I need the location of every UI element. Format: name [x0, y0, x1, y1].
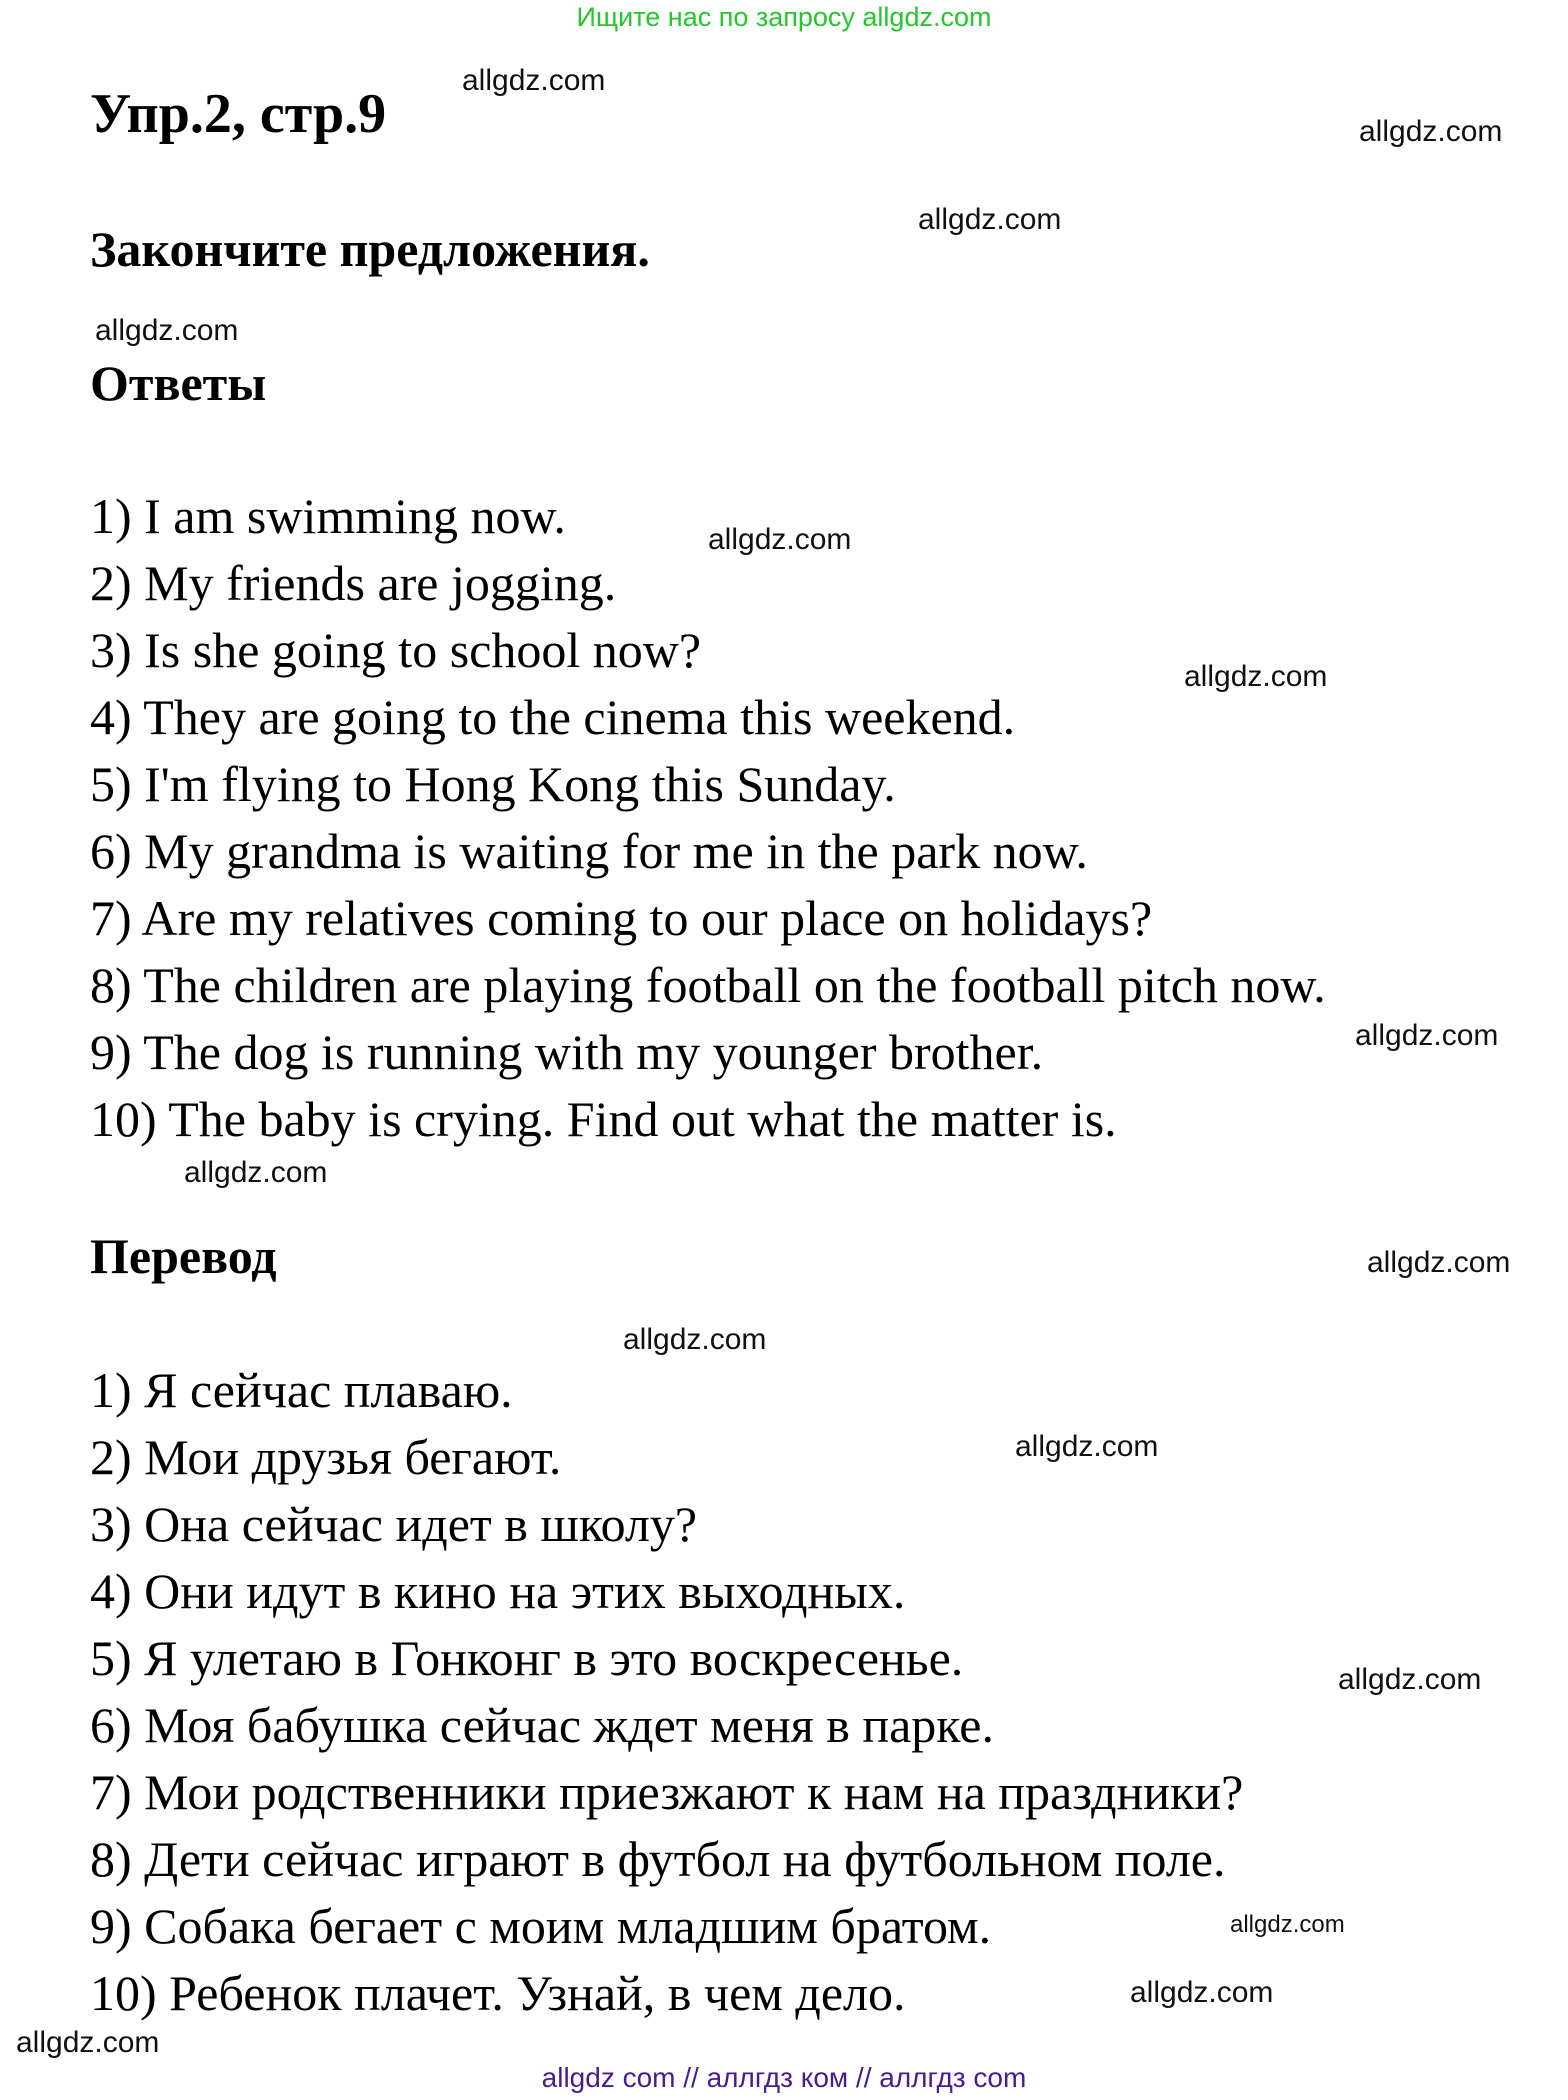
watermark: allgdz.com: [1367, 1246, 1511, 1279]
translation-line: 7) Мои родственники приезжают к нам на праздники?: [90, 1764, 1244, 1820]
watermark: allgdz.com: [1015, 1430, 1159, 1463]
watermark: allgdz.com: [1230, 1911, 1345, 1938]
watermark: allgdz.com: [462, 64, 606, 97]
translation-line: 8) Дети сейчас играют в футбол на футбольном поле.: [90, 1831, 1226, 1887]
translation-heading: Перевод: [90, 1228, 277, 1284]
translation-line: 2) Мои друзья бегают.: [90, 1429, 562, 1485]
watermark: allgdz.com: [16, 2026, 160, 2059]
watermark: allgdz.com: [1355, 1019, 1499, 1052]
exercise-title: Упр.2, стр.9: [90, 83, 387, 145]
translation-line: 4) Они идут в кино на этих выходных.: [90, 1563, 906, 1619]
top-banner[interactable]: Ищите нас по запросу allgdz.com: [576, 2, 992, 32]
footer-links[interactable]: allgdz com // аллгдз ком // аллгдз com: [541, 2062, 1027, 2093]
watermark: allgdz.com: [184, 1156, 328, 1189]
answer-line: 2) My friends are jogging.: [90, 555, 617, 611]
watermark: allgdz.com: [1130, 1976, 1274, 2009]
translation-line: 10) Ребенок плачет. Узнай, в чем дело.: [90, 1965, 906, 2021]
translation-line: 6) Моя бабушка сейчас ждет меня в парке.: [90, 1697, 995, 1753]
watermark: allgdz.com: [708, 523, 852, 556]
watermark: allgdz.com: [1359, 115, 1503, 148]
task-heading: Закончите предложения.: [90, 221, 650, 277]
translation-line: 1) Я сейчас плаваю.: [90, 1362, 513, 1418]
translation-line: 3) Она сейчас идет в школу?: [90, 1496, 698, 1552]
answer-line: 9) The dog is running with my younger brother.: [90, 1024, 1044, 1080]
answer-line: 10) The baby is crying. Find out what the matter is.: [90, 1091, 1117, 1147]
watermark: allgdz.com: [623, 1323, 767, 1356]
answer-line: 5) I'm flying to Hong Kong this Sunday.: [90, 756, 896, 812]
translation-line: 9) Собака бегает с моим младшим братом.: [90, 1898, 992, 1954]
watermark: allgdz.com: [95, 314, 239, 347]
answer-line: 1) I am swimming now.: [90, 488, 566, 544]
answer-line: 7) Are my relatives coming to our place on holidays?: [90, 890, 1153, 946]
answer-line: 8) The children are playing football on the football pitch now.: [90, 957, 1326, 1013]
answer-line: 3) Is she going to school now?: [90, 622, 702, 678]
answer-line: 4) They are going to the cinema this weekend.: [90, 689, 1016, 745]
watermark: allgdz.com: [918, 203, 1062, 236]
translation-line: 5) Я улетаю в Гонконг в это воскресенье.: [90, 1630, 964, 1686]
watermark: allgdz.com: [1184, 660, 1328, 693]
watermark: allgdz.com: [1338, 1663, 1482, 1696]
answer-line: 6) My grandma is waiting for me in the park now.: [90, 823, 1088, 879]
answers-heading: Ответы: [90, 355, 267, 411]
